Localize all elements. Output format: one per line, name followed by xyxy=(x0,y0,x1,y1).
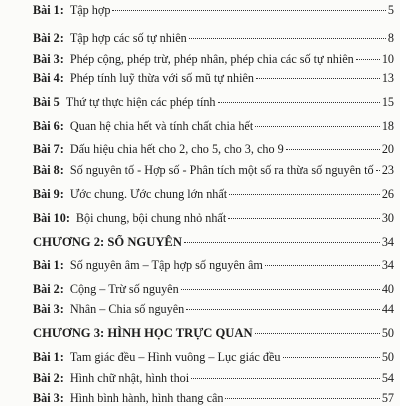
lesson-number: Bài 6: xyxy=(33,119,64,133)
lesson-title: Tập hợp các số tự nhiên xyxy=(69,31,187,45)
toc-row-6 xyxy=(33,119,394,134)
lesson-title: Ước chung. Ước chung lớn nhất xyxy=(69,187,228,201)
lesson-number: Bài 4: xyxy=(33,71,64,85)
page-number: 20 xyxy=(381,142,394,156)
lesson-number: Bài 7: xyxy=(33,142,64,156)
lesson-title: Nhân – Chia số nguyên xyxy=(69,302,185,316)
toc-row-3 xyxy=(33,52,394,67)
page-number: 5 xyxy=(387,3,394,17)
toc-row-10 xyxy=(33,211,394,226)
chapter-title: CHƯƠNG 2: SỐ NGUYÊN xyxy=(33,235,182,249)
lesson-number: Bài 3: xyxy=(33,391,64,405)
page-number: 13 xyxy=(381,71,394,85)
dot-leader xyxy=(181,289,380,290)
dot-leader xyxy=(255,333,380,334)
toc-row-14 xyxy=(33,302,394,317)
toc-row-13 xyxy=(33,282,394,297)
dot-leader xyxy=(184,242,380,243)
dot-leader xyxy=(189,38,386,39)
dot-leader xyxy=(356,59,380,60)
toc-row-18 xyxy=(33,391,394,406)
lesson-title: Bội chung, bội chung nhỏ nhất xyxy=(75,211,227,225)
dot-leader xyxy=(225,398,379,399)
lesson-title: Phép tính luỹ thừa với số mũ tự nhiên xyxy=(69,71,254,85)
toc-row-17 xyxy=(33,371,394,386)
toc-row-16 xyxy=(33,350,394,365)
lesson-title: Hình bình hành, hình thang cân xyxy=(69,391,224,405)
page-number: 54 xyxy=(381,371,394,385)
lesson-number: Bài 1: xyxy=(33,3,64,17)
page-number: 23 xyxy=(381,163,394,177)
dot-leader xyxy=(191,378,380,379)
toc-row-12 xyxy=(33,258,394,273)
toc-row-9 xyxy=(33,187,394,202)
lesson-title: Phép cộng, phép trừ, phép nhân, phép chia các số tự nhiên xyxy=(69,52,354,66)
lesson-number: Bài 1: xyxy=(33,350,64,364)
page-number: 10 xyxy=(381,52,394,66)
lesson-title: Số nguyên tố - Hợp số - Phân tích một số ra thừa số nguyên tố xyxy=(69,163,374,177)
lesson-title: Số nguyên âm – Tập hợp số nguyên âm xyxy=(69,258,263,272)
page-number: 8 xyxy=(387,31,394,45)
page-number: 34 xyxy=(381,235,394,249)
lesson-number: Bài 1: xyxy=(33,258,64,272)
toc-row-2 xyxy=(33,31,394,46)
toc-row-7 xyxy=(33,142,394,157)
lesson-number: Bài 5 xyxy=(33,95,60,109)
lesson-title: Tam giác đều – Hình vuông – Lục giác đều xyxy=(69,350,281,364)
dot-leader xyxy=(229,194,380,195)
lesson-title: Tập hợp xyxy=(69,3,111,17)
chapter-heading-3 xyxy=(33,326,394,341)
dot-leader xyxy=(186,309,380,310)
page-number: 15 xyxy=(381,95,394,109)
dot-leader xyxy=(255,126,380,127)
chapter-title: CHƯƠNG 3: HÌNH HỌC TRỰC QUAN xyxy=(33,326,253,340)
page-number: 18 xyxy=(381,119,394,133)
dot-leader xyxy=(256,78,380,79)
dot-leader xyxy=(265,265,380,266)
toc-row-1 xyxy=(33,3,394,18)
lesson-number: Bài 3: xyxy=(33,52,64,66)
toc-row-8 xyxy=(33,163,394,178)
lesson-number: Bài 9: xyxy=(33,187,64,201)
dot-leader xyxy=(218,102,380,103)
lesson-title: Cộng – Trừ số nguyên xyxy=(69,282,179,296)
lesson-title: Hình chữ nhật, hình thoi xyxy=(69,371,190,385)
lesson-number: Bài 10: xyxy=(33,211,70,225)
dot-leader xyxy=(286,149,380,150)
lesson-number: Bài 2: xyxy=(33,371,64,385)
lesson-number: Bài 8: xyxy=(33,163,64,177)
page-number: 44 xyxy=(381,302,394,316)
page-number: 50 xyxy=(381,326,394,340)
page-number: 57 xyxy=(381,391,394,405)
page-number: 34 xyxy=(381,258,394,272)
page-number: 50 xyxy=(381,350,394,364)
lesson-title: Dấu hiệu chia hết cho 2, cho 5, cho 3, cho 9 xyxy=(69,142,284,156)
toc-row-5 xyxy=(33,95,394,110)
page-number: 26 xyxy=(381,187,394,201)
page-number: 30 xyxy=(381,211,394,225)
page-number: 40 xyxy=(381,282,394,296)
lesson-number: Bài 2: xyxy=(33,282,64,296)
lesson-title: Thứ tự thực hiện các phép tính xyxy=(65,95,216,109)
dot-leader xyxy=(283,357,380,358)
chapter-heading-2 xyxy=(33,235,394,250)
dot-leader xyxy=(376,170,380,171)
lesson-number: Bài 3: xyxy=(33,302,64,316)
dot-leader xyxy=(228,218,380,219)
toc-row-4 xyxy=(33,71,394,86)
lesson-title: Quan hệ chia hết và tính chất chia hết xyxy=(69,119,254,133)
lesson-number: Bài 2: xyxy=(33,31,64,45)
dot-leader xyxy=(112,10,385,11)
